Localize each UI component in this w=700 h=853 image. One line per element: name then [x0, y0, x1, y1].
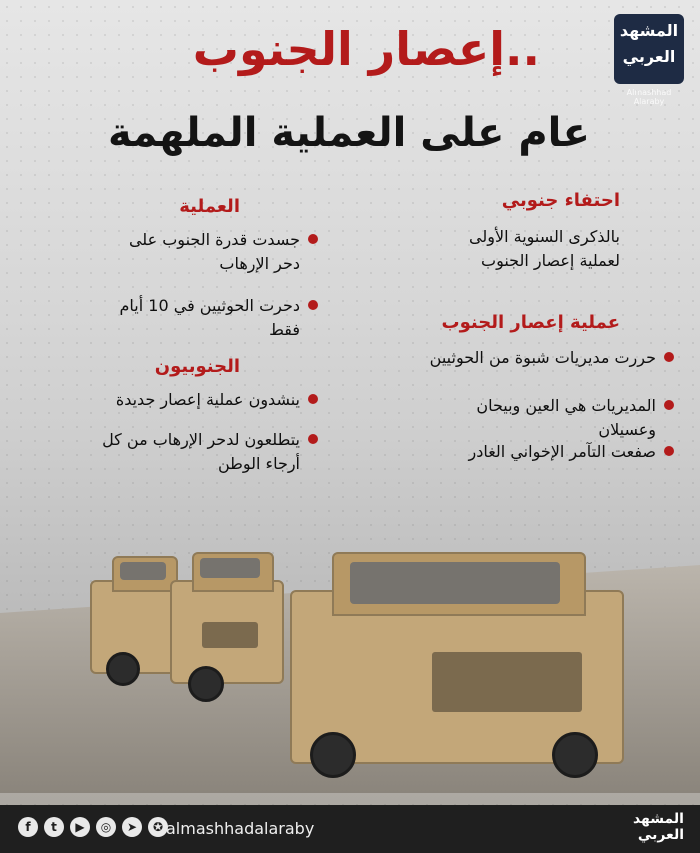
youtube-icon[interactable]: ▶: [70, 817, 90, 837]
sub-title: عام على العملية الملهمة: [108, 110, 590, 156]
list-item: [98, 428, 318, 476]
brand-logo-top: [614, 14, 684, 106]
bullet-icon: [308, 394, 318, 404]
bullet-icon: [308, 234, 318, 244]
operation-title-right: عملية إعصار الجنوب: [441, 312, 620, 333]
list-item: [424, 394, 674, 442]
bullet-icon: [664, 400, 674, 410]
operation-title-left: العملية: [179, 196, 240, 217]
list-item: [424, 346, 674, 370]
list-item: [118, 294, 318, 342]
military-vehicles-photo: [0, 470, 700, 800]
celebration-text-line1: بالذكرى السنوية الأولى: [469, 227, 620, 246]
list-item: [118, 228, 318, 276]
list-item-text: دحرت الحوثيين في 10 أيام فقط: [119, 296, 300, 339]
social-handle[interactable]: almashhadalaraby: [166, 819, 315, 838]
instagram-icon[interactable]: ◎: [96, 817, 116, 837]
celebration-title: احتفاء جنوبي: [501, 190, 620, 211]
bullet-icon: [308, 434, 318, 444]
bullet-icon: [664, 446, 674, 456]
list-item: [98, 388, 318, 412]
bullet-icon: [664, 352, 674, 362]
celebration-text: [360, 225, 620, 273]
truck-front: [290, 590, 624, 764]
truck-middle: [170, 580, 284, 684]
twitter-icon[interactable]: t: [44, 817, 64, 837]
brand-logo-bottom-line1: المشهد: [632, 811, 684, 827]
list-item-text: المديريات هي العين وبيحان وعسيلان: [476, 396, 656, 439]
snapchat-icon[interactable]: ✪: [148, 817, 168, 837]
telegram-icon[interactable]: ➤: [122, 817, 142, 837]
footer-bar: [0, 805, 700, 853]
facebook-icon[interactable]: f: [18, 817, 38, 837]
list-item-text: حررت مديريات شبوة من الحوثيين: [429, 348, 656, 367]
social-icons: [18, 817, 168, 837]
brand-logo-line1: المشهد: [619, 21, 679, 40]
celebration-text-line2: لعملية إعصار الجنوب: [481, 251, 620, 270]
brand-logo-en: Almashhad Alaraby: [626, 88, 672, 106]
brand-logo-bottom: [633, 811, 684, 843]
list-item-text: ينشدون عملية إعصار جديدة: [115, 390, 300, 409]
list-item-text: جسدت قدرة الجنوب على دحر الإرهاب: [128, 230, 300, 273]
list-item: [424, 440, 674, 464]
brand-logo-line2: العربي: [622, 47, 676, 66]
brand-logo-bottom-line2: العربي: [637, 827, 684, 843]
list-item-text: يتطلعون لدحر الإرهاب من كل أرجاء الوطن: [102, 430, 300, 473]
bullet-icon: [308, 300, 318, 310]
list-item-text: صفعت التآمر الإخواني الغادر: [468, 442, 656, 461]
southerners-title: الجنوبيون: [154, 356, 240, 377]
main-title: إعصار الجنوب..: [192, 22, 540, 76]
